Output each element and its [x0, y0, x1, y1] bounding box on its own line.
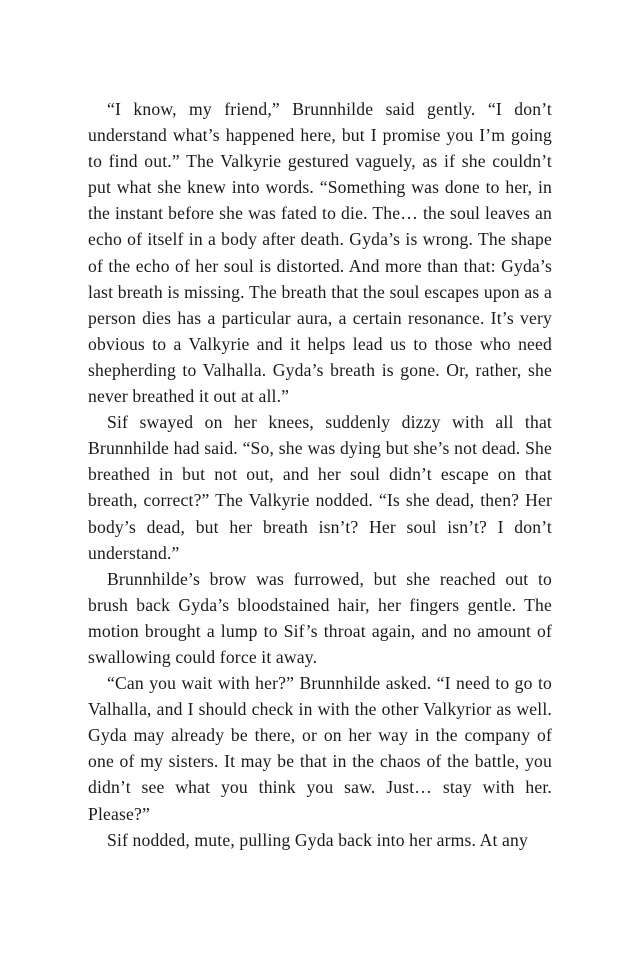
paragraph: Brunnhilde’s brow was furrowed, but she reached out to brush back Gyda’s bloodstained hair, her fingers gentle. The motion brought a lump to Sif’s throat again, and no amount of swallowing could force it away. [88, 568, 552, 667]
paragraph: “I know, my friend,” Brunnhilde said gently. “I don’t understand what’s happened here, but I promise you I’m going to find out.” The Valkyrie gestured vaguely, as if she couldn’t put what she knew into words. “Something was done to her, in the instant before she was fated to die. The… the soul leaves an echo of itself in a body after death. Gyda’s is wrong. The shape of the echo of her soul is distorted. And more than that: Gyda’s last breath is missing. The breath that the soul escapes upon as a person dies has a particular aura, a certain resonance. It’s very obvious to a Valkyrie and it helps lead us to those who need shepherding to Valhalla. Gyda’s breath is gone. Or, rather, she never breathed it out at all.” [88, 99, 552, 407]
page-text-block [88, 96, 552, 853]
paragraph: Sif nodded, mute, pulling Gyda back into her arms. At any [107, 829, 528, 850]
paragraph: Sif swayed on her knees, suddenly dizzy with all that Brunnhilde had said. “So, she was dying but she’s not dead. She breathed in but not out, and her soul didn’t escape on that breath, correct?” The Valkyrie nodded. “Is she dead, then? Her body’s dead, but her breath isn’t? Her soul isn’t? I don’t understand.” [88, 412, 552, 563]
paragraph: “Can you wait with her?” Brunnhilde asked. “I need to go to Valhalla, and I should check in with the other Valkyrior as well. Gyda may already be there, or on her way in the company of one of my sisters. It may be that in the chaos of the battle, you didn’t see what you think you saw. Just… stay with her. Please?” [88, 673, 552, 824]
